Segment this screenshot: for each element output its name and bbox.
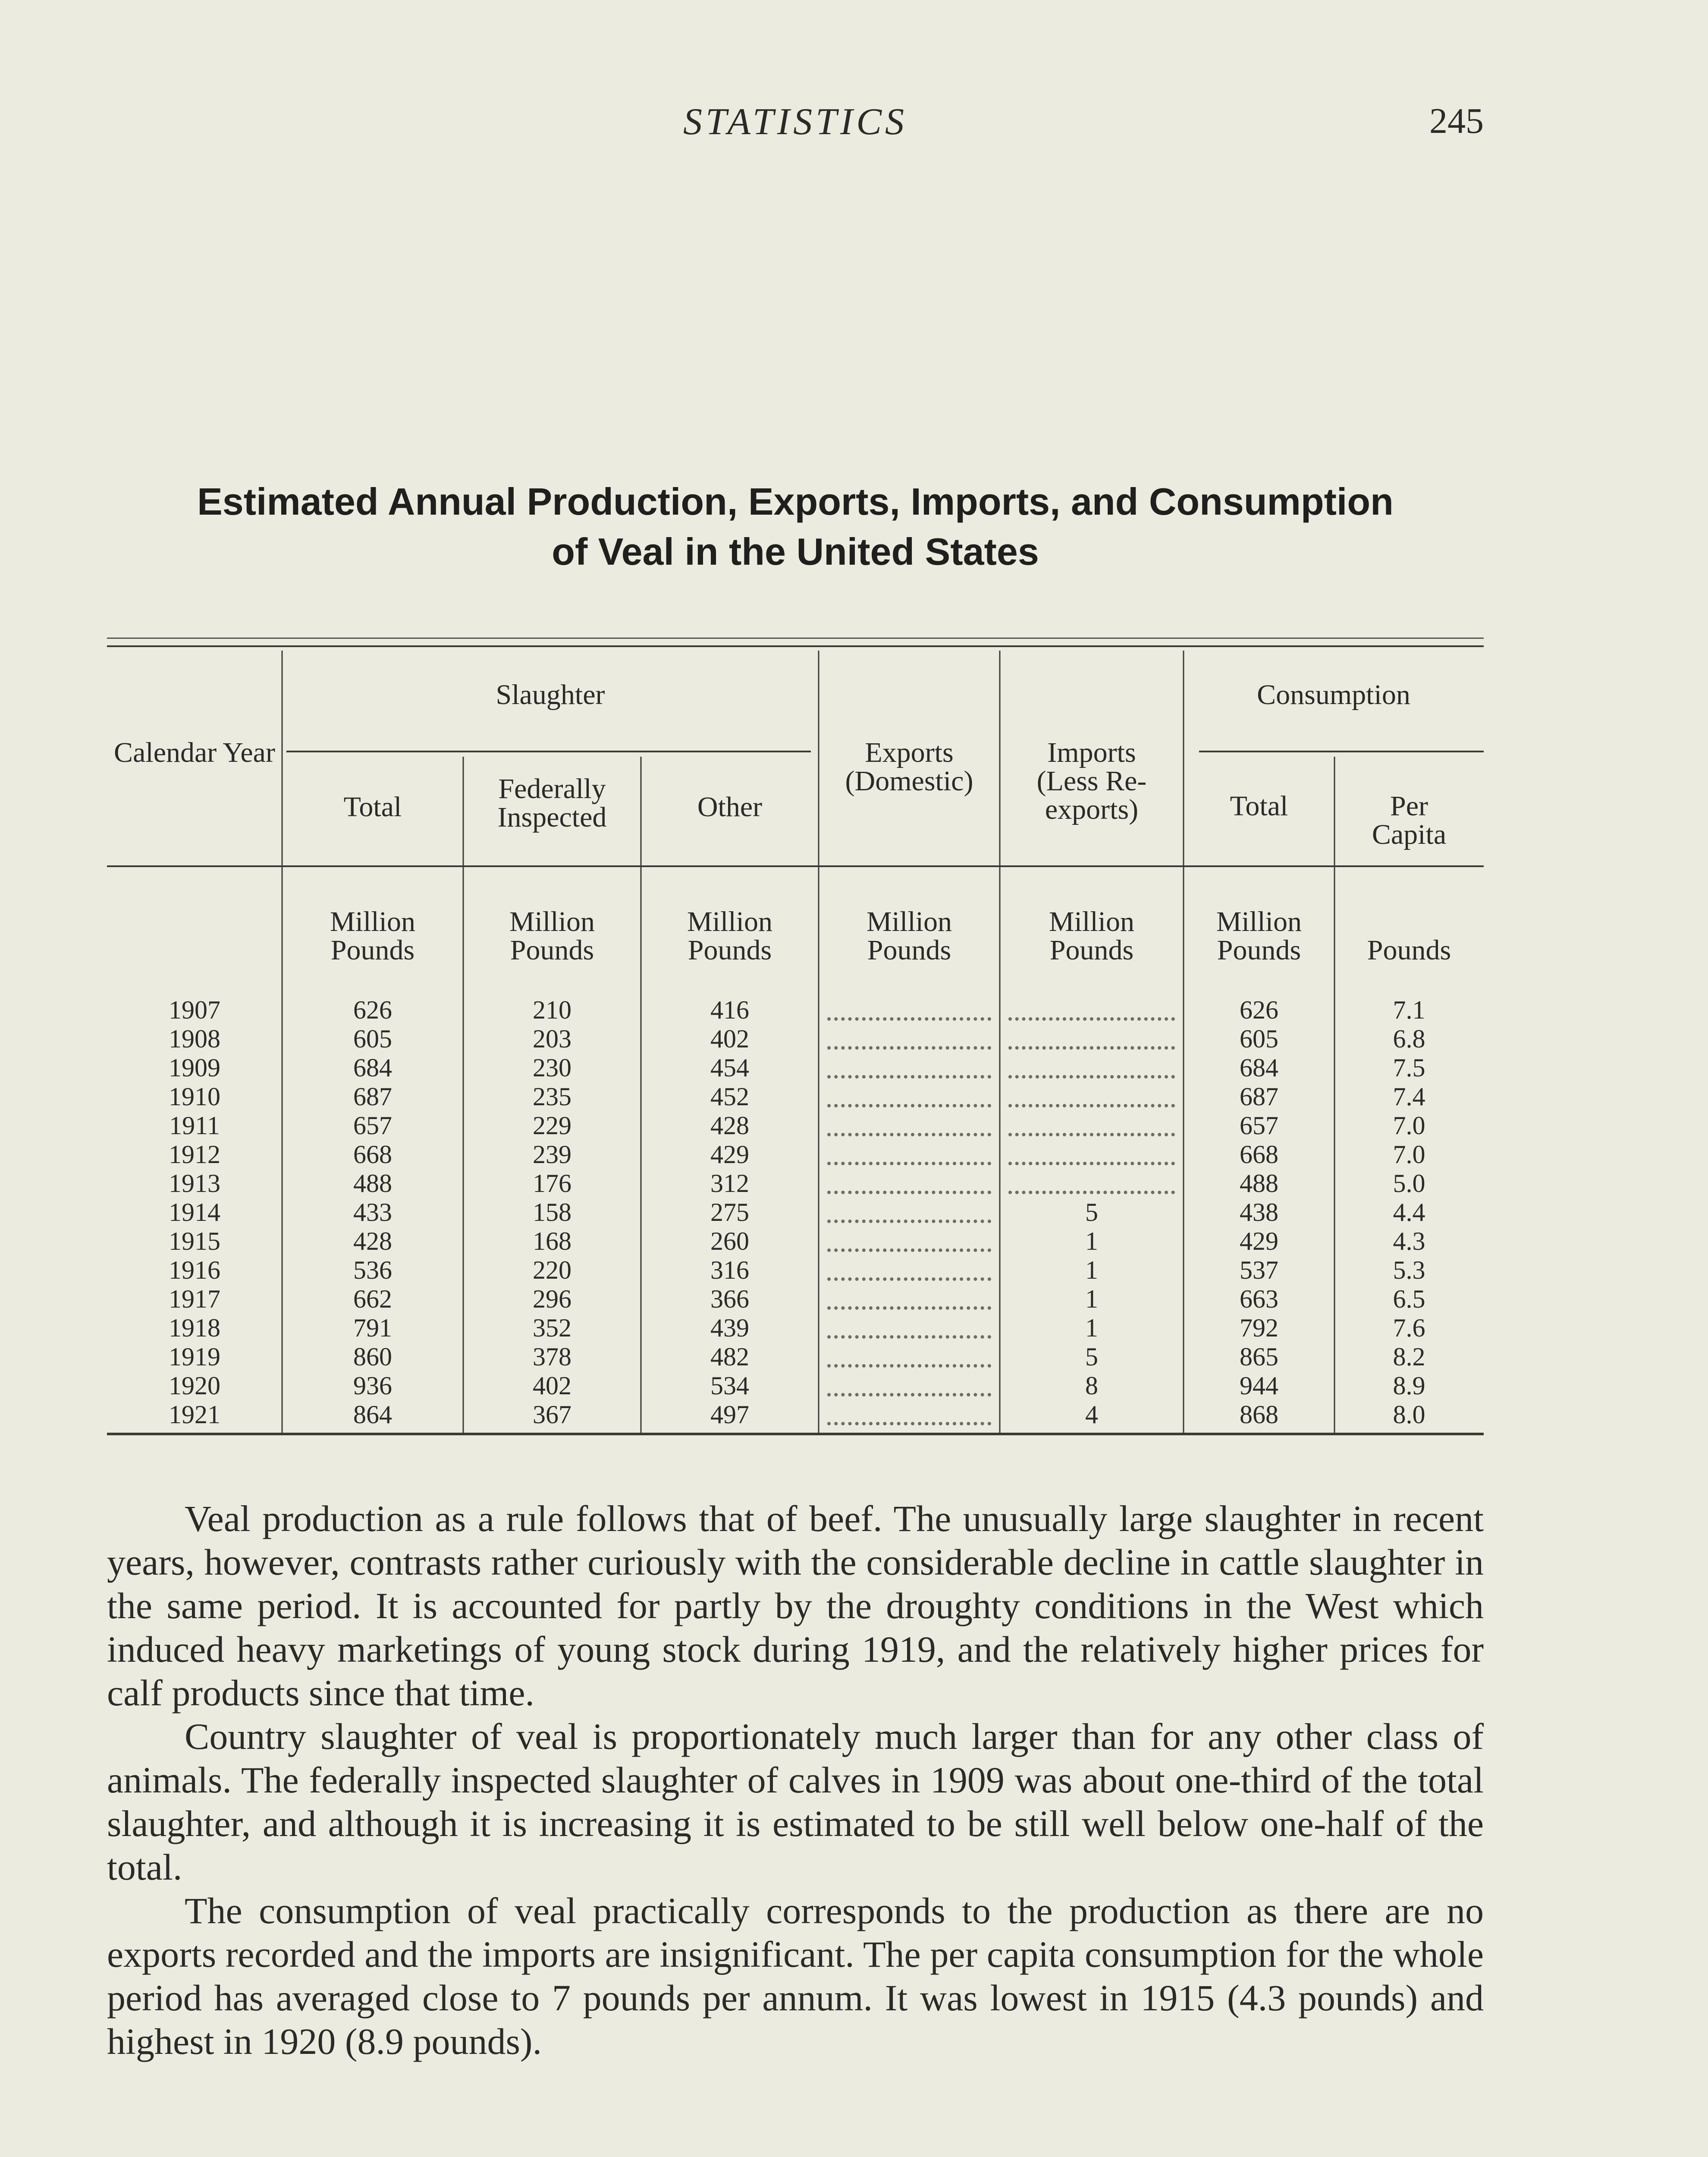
leader-dots bbox=[827, 1042, 991, 1050]
cell-cons-total: 537 bbox=[1240, 1256, 1278, 1284]
cell-federal: 239 bbox=[533, 1140, 571, 1169]
running-head-title: STATISTICS bbox=[683, 101, 908, 143]
header-slaughter-total: Total bbox=[343, 791, 402, 823]
cell-other: 260 bbox=[710, 1227, 749, 1255]
body-text bbox=[107, 1497, 1484, 2063]
cell-cons-total: 605 bbox=[1240, 1025, 1278, 1053]
cell-total: 428 bbox=[353, 1227, 392, 1255]
cell-per-capita: 6.8 bbox=[1393, 1025, 1425, 1053]
cell-federal: 158 bbox=[533, 1198, 571, 1226]
cell-cons-total: 944 bbox=[1240, 1371, 1278, 1400]
cell-cons-total: 438 bbox=[1240, 1198, 1278, 1226]
cell-total: 936 bbox=[353, 1371, 392, 1400]
cell-total: 791 bbox=[353, 1314, 392, 1342]
cell-total: 657 bbox=[353, 1111, 392, 1140]
cell-per-capita: 7.0 bbox=[1393, 1111, 1425, 1140]
leader-dots bbox=[1008, 1071, 1175, 1078]
cell-other: 497 bbox=[710, 1400, 749, 1429]
header-imports: Imports (Less Re-exports) bbox=[1036, 737, 1147, 825]
running-header bbox=[107, 100, 1484, 152]
unit-exports: Million Pounds bbox=[866, 906, 952, 966]
cell-total: 668 bbox=[353, 1140, 392, 1169]
leader-dots bbox=[827, 1100, 991, 1107]
cell-other: 454 bbox=[710, 1053, 749, 1082]
leader-dots bbox=[1008, 1186, 1175, 1194]
cell-total: 684 bbox=[353, 1053, 392, 1082]
unit-total: Million Pounds bbox=[330, 906, 416, 966]
cell-per-capita: 7.1 bbox=[1393, 996, 1425, 1024]
header-slaughter: Slaughter bbox=[496, 679, 605, 711]
page-number: 245 bbox=[1429, 101, 1484, 141]
leader-dots bbox=[827, 1244, 991, 1252]
cell-other: 402 bbox=[710, 1025, 749, 1053]
cell-per-capita: 5.3 bbox=[1393, 1256, 1425, 1284]
unit-other: Million Pounds bbox=[687, 906, 773, 966]
cell-cons-total: 657 bbox=[1240, 1111, 1278, 1140]
cell-federal: 220 bbox=[533, 1256, 571, 1284]
cell-per-capita: 8.2 bbox=[1393, 1343, 1425, 1371]
leader-dots bbox=[827, 1389, 991, 1396]
cell-other: 439 bbox=[710, 1314, 749, 1342]
cell-year: 1908 bbox=[169, 1025, 220, 1053]
veal-statistics-table bbox=[107, 638, 1484, 1440]
leader-dots bbox=[827, 1129, 991, 1136]
cell-other: 428 bbox=[710, 1111, 749, 1140]
cell-federal: 235 bbox=[533, 1082, 571, 1111]
cell-total: 864 bbox=[353, 1400, 392, 1429]
cell-year: 1907 bbox=[169, 996, 220, 1024]
cell-per-capita: 6.5 bbox=[1393, 1285, 1425, 1313]
paragraph-2: Country slaughter of veal is proportionately much larger than for any other class of animals. The federally inspected slaughter of calves in 1909 was about one-third of the total slaughter, and although it is increasing it is estimated to be still well below one-half of the total. bbox=[107, 1716, 1484, 1888]
cell-year: 1910 bbox=[169, 1082, 220, 1111]
cell-year: 1920 bbox=[169, 1371, 220, 1400]
leader-dots bbox=[827, 1273, 991, 1281]
leader-dots bbox=[1008, 1129, 1175, 1136]
cell-other: 275 bbox=[710, 1198, 749, 1226]
cell-imports: 1 bbox=[1085, 1227, 1098, 1255]
cell-per-capita: 4.4 bbox=[1393, 1198, 1425, 1226]
leader-dots bbox=[1008, 1100, 1175, 1107]
cell-federal: 296 bbox=[533, 1285, 571, 1313]
cell-federal: 210 bbox=[533, 996, 571, 1024]
cell-total: 687 bbox=[353, 1082, 392, 1111]
cell-federal: 168 bbox=[533, 1227, 571, 1255]
leader-dots bbox=[1008, 1157, 1175, 1165]
header-slaughter-other: Other bbox=[697, 791, 763, 823]
cell-year: 1913 bbox=[169, 1169, 220, 1198]
leader-dots bbox=[1008, 1013, 1175, 1021]
cell-cons-total: 626 bbox=[1240, 996, 1278, 1024]
leader-dots bbox=[827, 1071, 991, 1078]
cell-total: 860 bbox=[353, 1343, 392, 1371]
cell-year: 1911 bbox=[169, 1111, 220, 1140]
cell-per-capita: 7.5 bbox=[1393, 1053, 1425, 1082]
table-title-line-1: Estimated Annual Production, Exports, Imports, and Consumption bbox=[197, 480, 1394, 523]
cell-year: 1916 bbox=[169, 1256, 220, 1284]
cell-year: 1919 bbox=[169, 1343, 220, 1371]
leader-dots bbox=[827, 1331, 991, 1339]
cell-imports: 5 bbox=[1085, 1198, 1098, 1226]
cell-cons-total: 792 bbox=[1240, 1314, 1278, 1342]
unit-federally: Million Pounds bbox=[509, 906, 595, 966]
cell-year: 1909 bbox=[169, 1053, 220, 1082]
table-title bbox=[107, 477, 1484, 577]
cell-other: 416 bbox=[710, 996, 749, 1024]
cell-year: 1912 bbox=[169, 1140, 220, 1169]
header-exports: Exports (Domestic) bbox=[845, 737, 973, 797]
cell-imports: 8 bbox=[1085, 1371, 1098, 1400]
header-consumption-total: Total bbox=[1230, 790, 1288, 822]
cell-total: 433 bbox=[353, 1198, 392, 1226]
leader-dots bbox=[827, 1215, 991, 1223]
cell-other: 452 bbox=[710, 1082, 749, 1111]
cell-total: 536 bbox=[353, 1256, 392, 1284]
cell-cons-total: 868 bbox=[1240, 1400, 1278, 1429]
cell-other: 366 bbox=[710, 1285, 749, 1313]
cell-imports: 5 bbox=[1085, 1343, 1098, 1371]
cell-per-capita: 7.0 bbox=[1393, 1140, 1425, 1169]
cell-total: 626 bbox=[353, 996, 392, 1024]
unit-consumption-total: Million Pounds bbox=[1216, 906, 1302, 966]
table-title-line-2: of Veal in the United States bbox=[552, 530, 1039, 573]
cell-federal: 203 bbox=[533, 1025, 571, 1053]
cell-cons-total: 663 bbox=[1240, 1285, 1278, 1313]
header-calendar-year: Calendar Year bbox=[114, 737, 275, 768]
cell-cons-total: 865 bbox=[1240, 1343, 1278, 1371]
cell-cons-total: 684 bbox=[1240, 1053, 1278, 1082]
cell-federal: 176 bbox=[533, 1169, 571, 1198]
cell-total: 605 bbox=[353, 1025, 392, 1053]
header-per-capita: Per Capita bbox=[1372, 790, 1447, 850]
cell-federal: 352 bbox=[533, 1314, 571, 1342]
cell-other: 316 bbox=[710, 1256, 749, 1284]
cell-year: 1921 bbox=[169, 1400, 220, 1429]
cell-year: 1914 bbox=[169, 1198, 220, 1226]
cell-federal: 230 bbox=[533, 1053, 571, 1082]
cell-total: 488 bbox=[353, 1169, 392, 1198]
cell-federal: 402 bbox=[533, 1371, 571, 1400]
cell-per-capita: 7.4 bbox=[1393, 1082, 1425, 1111]
cell-per-capita: 8.0 bbox=[1393, 1400, 1425, 1429]
cell-per-capita: 5.0 bbox=[1393, 1169, 1425, 1198]
cell-imports: 1 bbox=[1085, 1314, 1098, 1342]
cell-total: 662 bbox=[353, 1285, 392, 1313]
cell-cons-total: 668 bbox=[1240, 1140, 1278, 1169]
cell-per-capita: 8.9 bbox=[1393, 1371, 1425, 1400]
cell-other: 429 bbox=[710, 1140, 749, 1169]
header-consumption: Consumption bbox=[1257, 679, 1410, 711]
cell-imports: 1 bbox=[1085, 1256, 1098, 1284]
leader-dots bbox=[827, 1418, 991, 1425]
cell-federal: 367 bbox=[533, 1400, 571, 1429]
cell-federal: 378 bbox=[533, 1343, 571, 1371]
unit-per-capita: Pounds bbox=[1367, 934, 1451, 966]
cell-other: 534 bbox=[710, 1371, 749, 1400]
cell-cons-total: 488 bbox=[1240, 1169, 1278, 1198]
cell-cons-total: 429 bbox=[1240, 1227, 1278, 1255]
header-federally-inspected: Federally Inspected bbox=[497, 773, 607, 833]
paragraph-3: The consumption of veal practically corresponds to the production as there are no exports recorded and the imports are insignificant. The per capita consumption for the whole period has averaged close to 7 pounds per annum. It was lowest in 1915 (4.3 pounds) and highest in 1920 (8.9 pounds). bbox=[107, 1890, 1484, 2062]
leader-dots bbox=[827, 1186, 991, 1194]
cell-per-capita: 4.3 bbox=[1393, 1227, 1425, 1255]
unit-imports: Million Pounds bbox=[1049, 906, 1135, 966]
cell-cons-total: 687 bbox=[1240, 1082, 1278, 1111]
cell-year: 1917 bbox=[169, 1285, 220, 1313]
leader-dots bbox=[827, 1360, 991, 1368]
cell-per-capita: 7.6 bbox=[1393, 1314, 1425, 1342]
cell-other: 482 bbox=[710, 1343, 749, 1371]
leader-dots bbox=[827, 1157, 991, 1165]
paragraph-1: Veal production as a rule follows that of beef. The unusually large slaughter in recent years, however, contrasts rather curiously with the considerable decline in cattle slaughter in the same period. It is accounted for partly by the droughty conditions in the West which induced heavy marketings of young stock during 1919, and the relatively higher prices for calf products since that time. bbox=[107, 1498, 1484, 1714]
leader-dots bbox=[827, 1302, 991, 1310]
cell-federal: 229 bbox=[533, 1111, 571, 1140]
leader-dots bbox=[827, 1013, 991, 1021]
leader-dots bbox=[1008, 1042, 1175, 1050]
cell-year: 1915 bbox=[169, 1227, 220, 1255]
cell-other: 312 bbox=[710, 1169, 749, 1198]
cell-imports: 1 bbox=[1085, 1285, 1098, 1313]
cell-year: 1918 bbox=[169, 1314, 220, 1342]
cell-imports: 4 bbox=[1085, 1400, 1098, 1429]
